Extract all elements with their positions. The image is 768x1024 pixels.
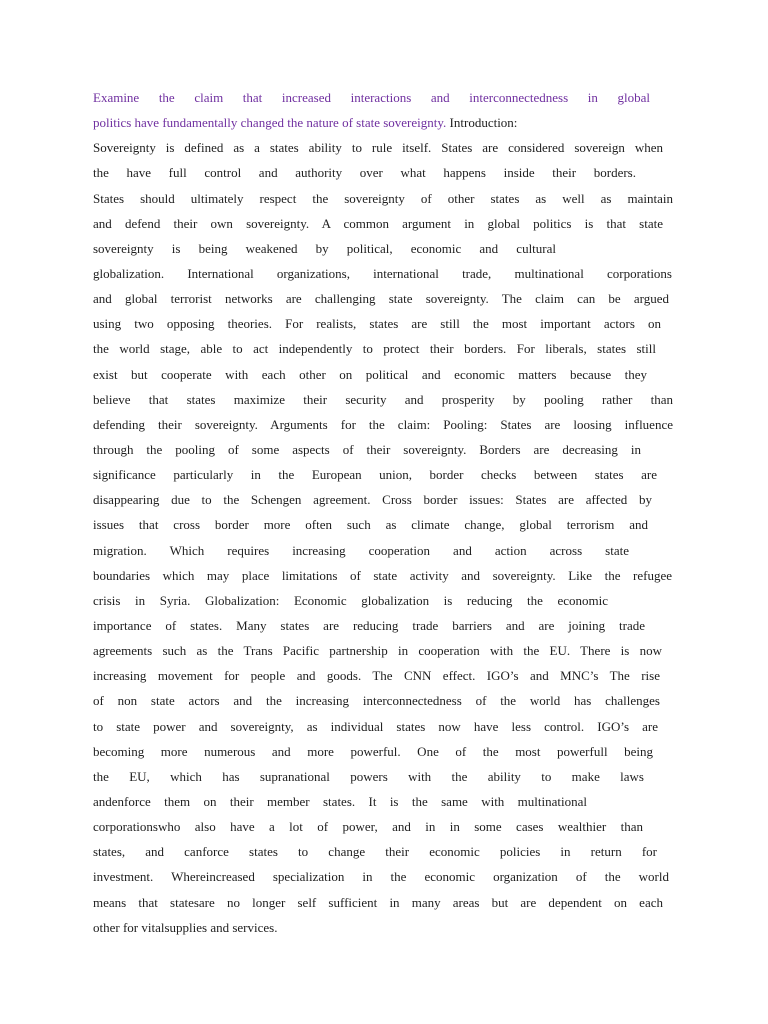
- heading-line: Examine the claim that increased interactions and interconnectedness in global: [93, 90, 650, 105]
- body-line: issues that cross border more often such as climate change, global terrorism and: [93, 517, 648, 533]
- body-line: exist but cooperate with each other on political and economic matters because they: [93, 366, 647, 382]
- body-line: increasing movement for people and goods. The CNN effect. IGO’s and MNC’s The rise: [93, 668, 660, 684]
- body-line: corporationswho also have a lot of power, and in in some cases wealthier than: [93, 819, 643, 835]
- body-line: the world stage, able to act independently to protect their borders. For liberals, states still: [93, 341, 656, 357]
- body-line: andenforce them on their member states. It is the same with multinational: [93, 793, 587, 809]
- body-line: defending their sovereignty. Arguments for the claim: Pooling: States are loosing influence: [93, 416, 673, 432]
- body-line: boundaries which may place limitations of state activity and sovereignty. Like the refugee: [93, 567, 672, 583]
- body-line: becoming more numerous and more powerful. One of the most powerfull being: [93, 743, 653, 759]
- body-line: using two opposing theories. For realists, states are still the most important actors on: [93, 316, 661, 332]
- document-text: [93, 85, 683, 940]
- body-line: and defend their own sovereignty. A common argument in global politics is that state: [93, 215, 663, 231]
- intro-label: Introduction:: [449, 115, 518, 131]
- body-line: means that statesare no longer self sufficient in many areas but are dependent on each: [93, 894, 663, 910]
- body-line: the EU, which has supranational powers with the ability to make laws: [93, 768, 644, 784]
- body-line: investment. Whereincreased specialization in the economic organization of the world: [93, 869, 669, 885]
- heading-line: [93, 110, 683, 135]
- body-line: the have full control and authority over what happens inside their borders.: [93, 165, 636, 181]
- body-line: believe that states maximize their security and prosperity by pooling rather than: [93, 391, 673, 407]
- heading-text: politics have fundamentally changed the nature of state sovereignty.: [93, 115, 447, 131]
- body-line: significance particularly in the European union, border checks between states are: [93, 467, 657, 483]
- body-line: Sovereignty is defined as a states ability to rule itself. States are considered sovereign when: [93, 140, 663, 156]
- body-line: States should ultimately respect the sovereignty of other states as well as maintain: [93, 190, 673, 206]
- body-line: to state power and sovereignty, as individual states now have less control. IGO’s are: [93, 718, 658, 734]
- body-line: globalization. International organizations, international trade, multinational corporations: [93, 265, 672, 281]
- body-line: migration. Which requires increasing cooperation and action across state: [93, 542, 629, 558]
- body-line: of non state actors and the increasing interconnectedness of the world has challenges: [93, 693, 660, 709]
- body-line: through the pooling of some aspects of their sovereignty. Borders are decreasing in: [93, 441, 641, 457]
- body-line: and global terrorist networks are challenging state sovereignty. The claim can be argued: [93, 291, 669, 307]
- body-line: disappearing due to the Schengen agreement. Cross border issues: States are affected by: [93, 492, 652, 508]
- body-line: importance of states. Many states are reducing trade barriers and are joining trade: [93, 617, 645, 633]
- body-line: crisis in Syria. Globalization: Economic globalization is reducing the economic: [93, 592, 608, 608]
- body-line: other for vitalsupplies and services.: [93, 919, 278, 935]
- body-line: sovereignty is being weakened by political, economic and cultural: [93, 240, 556, 256]
- body-line: states, and canforce states to change their economic policies in return for: [93, 844, 657, 860]
- body-line: agreements such as the Trans Pacific partnership in cooperation with the EU. There is now: [93, 643, 662, 659]
